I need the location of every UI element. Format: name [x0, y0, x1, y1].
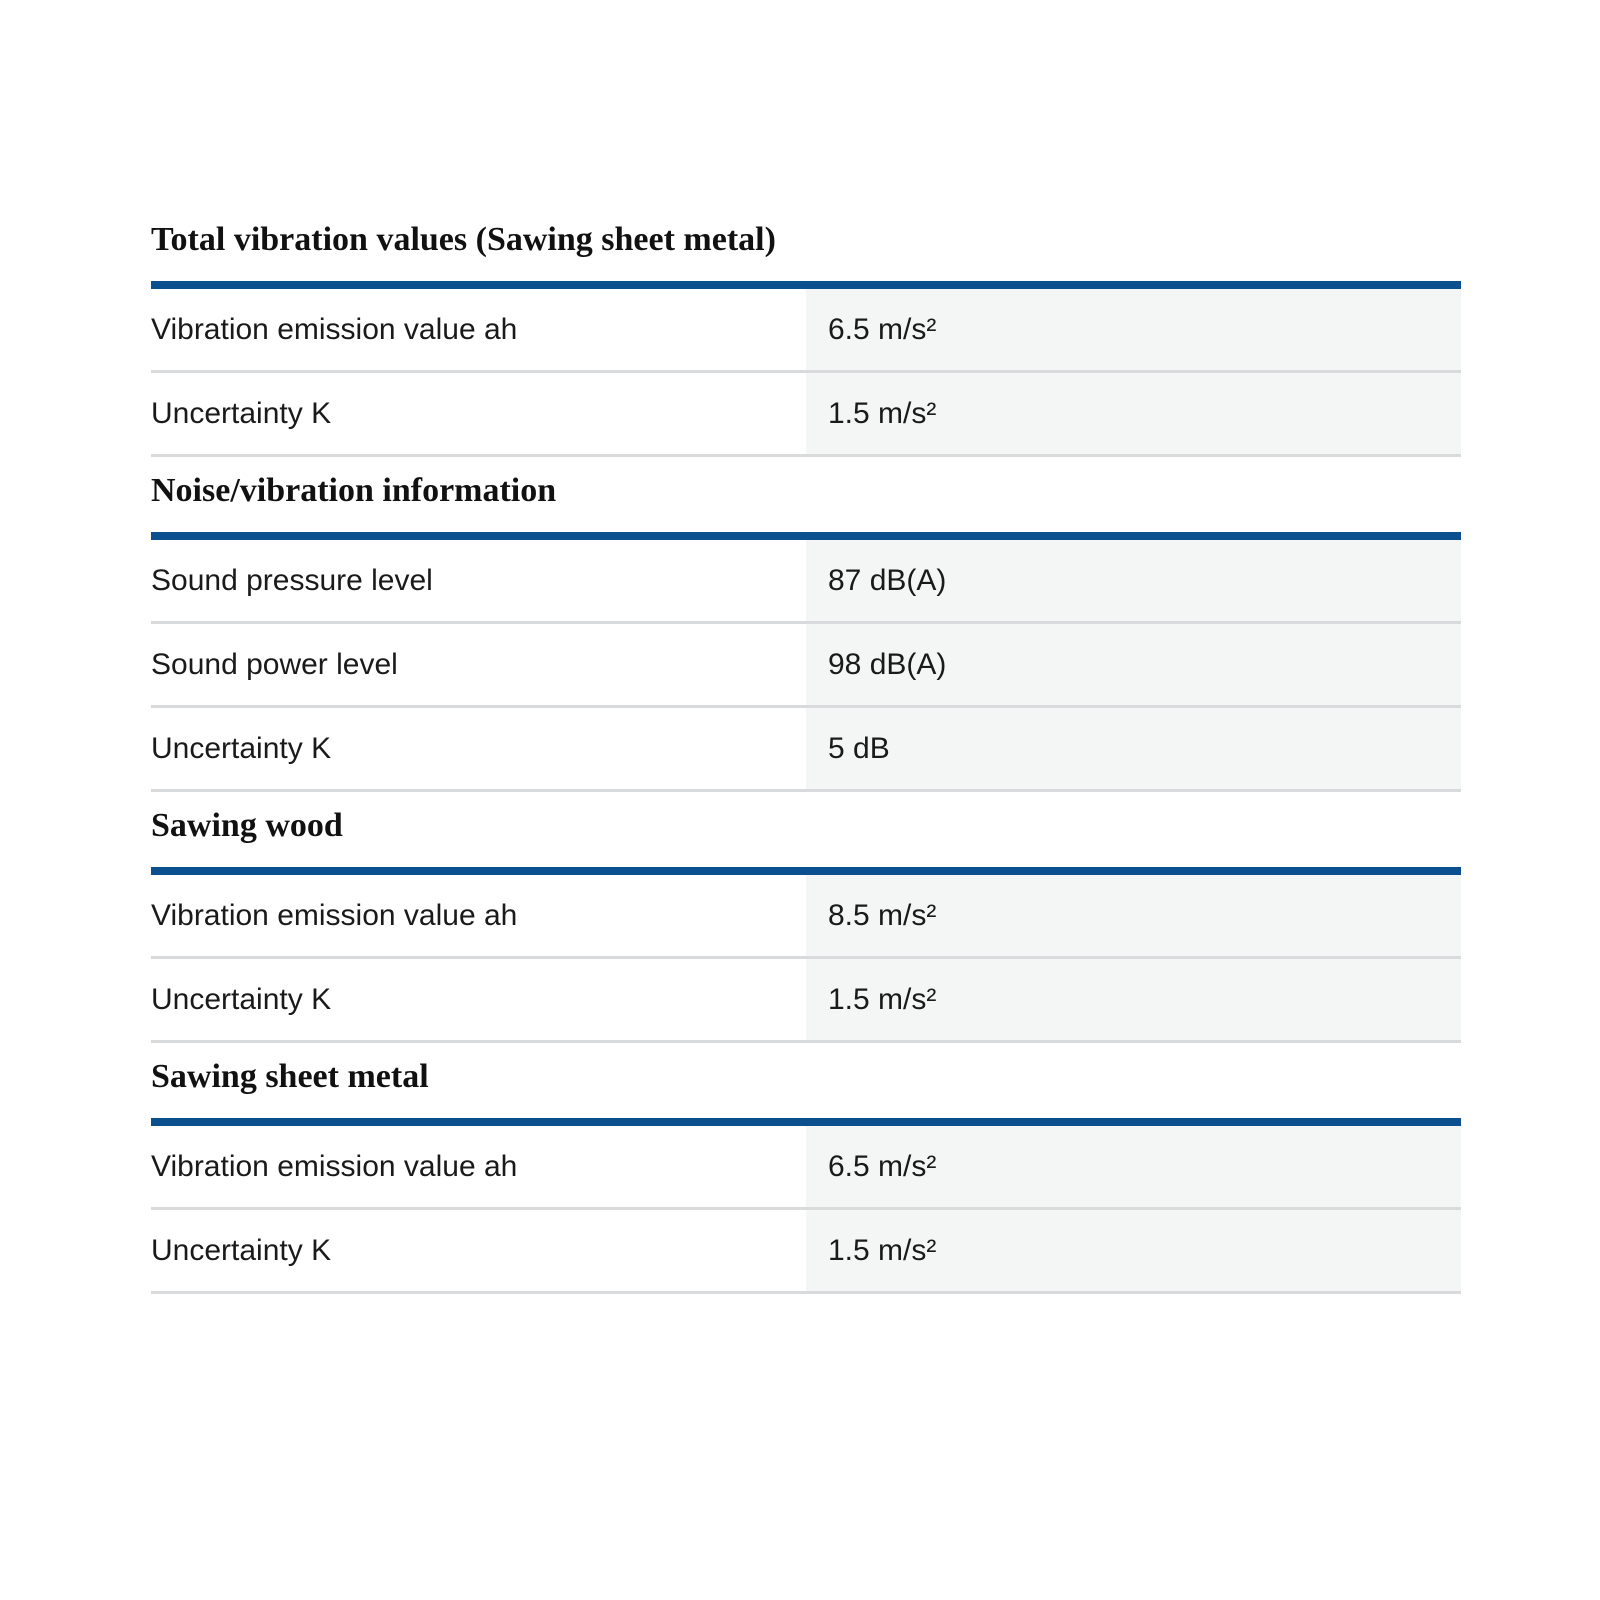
spec-label: Vibration emission value ah [151, 313, 518, 346]
spec-label: Uncertainty K [151, 1234, 332, 1267]
spec-value: 87 dB(A) [806, 540, 1461, 621]
spec-value: 1.5 m/s² [806, 1210, 1461, 1291]
spec-value: 8.5 m/s² [806, 875, 1461, 956]
spec-row [151, 289, 1461, 373]
spec-row [151, 1210, 1461, 1294]
section-title: Sawing wood [151, 807, 343, 844]
section-title: Noise/vibration information [151, 472, 557, 509]
spec-row [151, 373, 1461, 457]
section-title: Total vibration values (Sawing sheet metal) [151, 221, 776, 258]
spec-row [151, 624, 1461, 708]
spec-label: Sound power level [151, 648, 398, 681]
spec-label: Vibration emission value ah [151, 899, 518, 932]
spec-label: Sound pressure level [151, 564, 433, 597]
spec-value: 5 dB [806, 708, 1461, 789]
section-divider [151, 281, 1461, 289]
section-divider [151, 532, 1461, 540]
section-title: Sawing sheet metal [151, 1058, 429, 1095]
spec-label: Uncertainty K [151, 397, 332, 430]
spec-row [151, 959, 1461, 1043]
section-total-vibration [151, 214, 1461, 457]
spec-value: 1.5 m/s² [806, 373, 1461, 454]
section-divider [151, 867, 1461, 875]
spec-row [151, 875, 1461, 959]
section-divider [151, 1118, 1461, 1126]
spec-label: Vibration emission value ah [151, 1150, 518, 1183]
spec-sheet [151, 214, 1461, 1294]
spec-row [151, 708, 1461, 792]
spec-label: Uncertainty K [151, 732, 332, 765]
spec-value: 6.5 m/s² [806, 289, 1461, 370]
spec-value: 6.5 m/s² [806, 1126, 1461, 1207]
section-sawing-wood [151, 800, 1461, 1043]
spec-value: 1.5 m/s² [806, 959, 1461, 1040]
section-noise-vibration [151, 465, 1461, 792]
spec-row [151, 540, 1461, 624]
spec-row [151, 1126, 1461, 1210]
spec-label: Uncertainty K [151, 983, 332, 1016]
spec-value: 98 dB(A) [806, 624, 1461, 705]
section-sawing-sheet-metal [151, 1051, 1461, 1294]
